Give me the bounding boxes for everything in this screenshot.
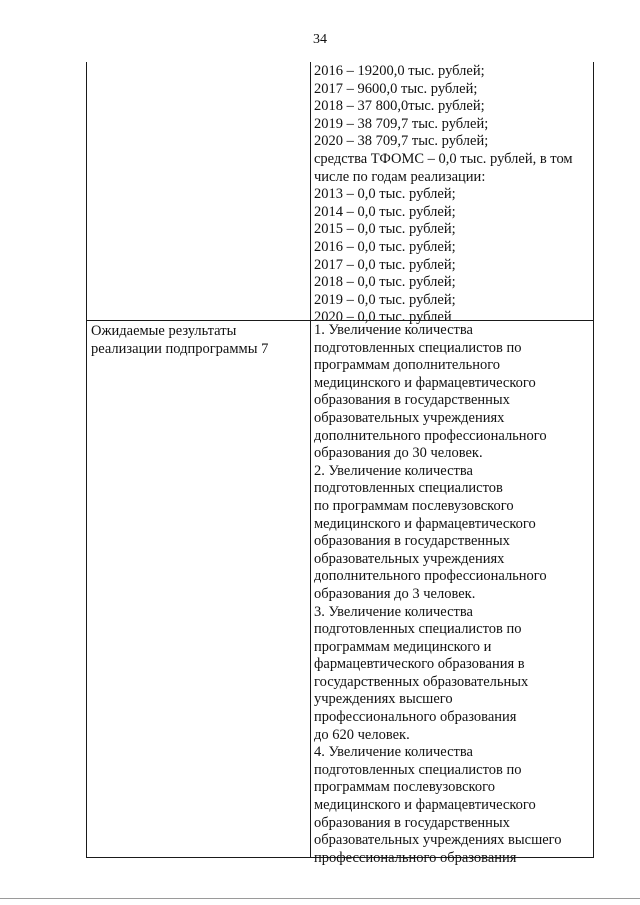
funding-line: 2020 – 0,0 тыс. рублей: [314, 309, 452, 326]
results-value-cell: [314, 322, 592, 867]
results-line: учреждениях высшего: [314, 691, 453, 708]
results-line: 2. Увеличение количества: [314, 462, 473, 479]
funding-line: числе по годам реализации:: [314, 168, 486, 185]
funding-line: 2016 – 0,0 тыс. рублей;: [314, 238, 456, 255]
results-line: по программам послевузовского: [314, 497, 514, 514]
scan-bottom-edge: [0, 898, 640, 899]
funding-line: 2016 – 19200,0 тыс. рублей;: [314, 63, 485, 79]
results-line: образования до 3 человек.: [314, 585, 476, 602]
funding-line: 2017 – 0,0 тыс. рублей;: [314, 256, 456, 273]
results-label-line: реализации подпрограммы 7: [91, 340, 269, 357]
funding-line: 2018 – 0,0 тыс. рублей;: [314, 274, 456, 291]
results-line: подготовленных специалистов по: [314, 621, 522, 638]
results-line: образования в государственных: [314, 392, 510, 409]
funding-line: 2019 – 0,0 тыс. рублей;: [314, 291, 456, 308]
funding-value-cell: [314, 63, 592, 327]
program-table: [86, 62, 594, 866]
results-line: дополнительного профессионального: [314, 568, 547, 585]
results-line: до 620 человек.: [314, 726, 410, 743]
results-line: программам дополнительного: [314, 357, 501, 374]
results-line: медицинского и фармацевтического: [314, 374, 536, 391]
results-line: медицинского и фармацевтического: [314, 797, 536, 814]
results-line: подготовленных специалистов по: [314, 339, 522, 356]
results-line: подготовленных специалистов по: [314, 761, 522, 778]
table-row-funding: [87, 62, 593, 326]
results-line: образования до 30 человек.: [314, 445, 483, 462]
results-line: подготовленных специалистов: [314, 480, 503, 497]
funding-line: 2013 – 0,0 тыс. рублей;: [314, 186, 456, 203]
results-line: профессионального образования: [314, 709, 517, 726]
funding-line: 2014 – 0,0 тыс. рублей;: [314, 203, 456, 220]
results-line: образования в государственных: [314, 533, 510, 550]
funding-line: 2015 – 0,0 тыс. рублей;: [314, 221, 456, 238]
results-line: программам медицинского и: [314, 638, 492, 655]
table-row-expected-results: [87, 320, 593, 866]
funding-line: средства ТФОМС – 0,0 тыс. рублей, в том: [314, 150, 573, 167]
results-label-line: Ожидаемые результаты: [91, 323, 237, 339]
results-line: 1. Увеличение количества: [314, 322, 473, 338]
funding-line: 2017 – 9600,0 тыс. рублей;: [314, 80, 478, 97]
results-line: фармацевтического образования в: [314, 656, 525, 673]
results-line: образовательных учреждениях высшего: [314, 832, 562, 849]
funding-line: 2020 – 38 709,7 тыс. рублей;: [314, 133, 489, 150]
results-line: программам послевузовского: [314, 779, 495, 796]
results-line: профессионального образования: [314, 849, 517, 866]
results-line: образования в государственных: [314, 814, 510, 831]
results-line: медицинского и фармацевтического: [314, 515, 536, 532]
funding-line: 2019 – 38 709,7 тыс. рублей;: [314, 115, 489, 132]
results-line: государственных образовательных: [314, 673, 529, 690]
funding-line: 2018 – 37 800,0тыс. рублей;: [314, 98, 485, 115]
results-line: дополнительного профессионального: [314, 427, 547, 444]
results-line: образовательных учреждениях: [314, 409, 505, 426]
results-label-cell: [91, 323, 305, 358]
results-line: образовательных учреждениях: [314, 550, 505, 567]
results-line: 4. Увеличение количества: [314, 744, 473, 761]
results-line: 3. Увеличение количества: [314, 603, 473, 620]
page-number: 34: [313, 32, 327, 47]
